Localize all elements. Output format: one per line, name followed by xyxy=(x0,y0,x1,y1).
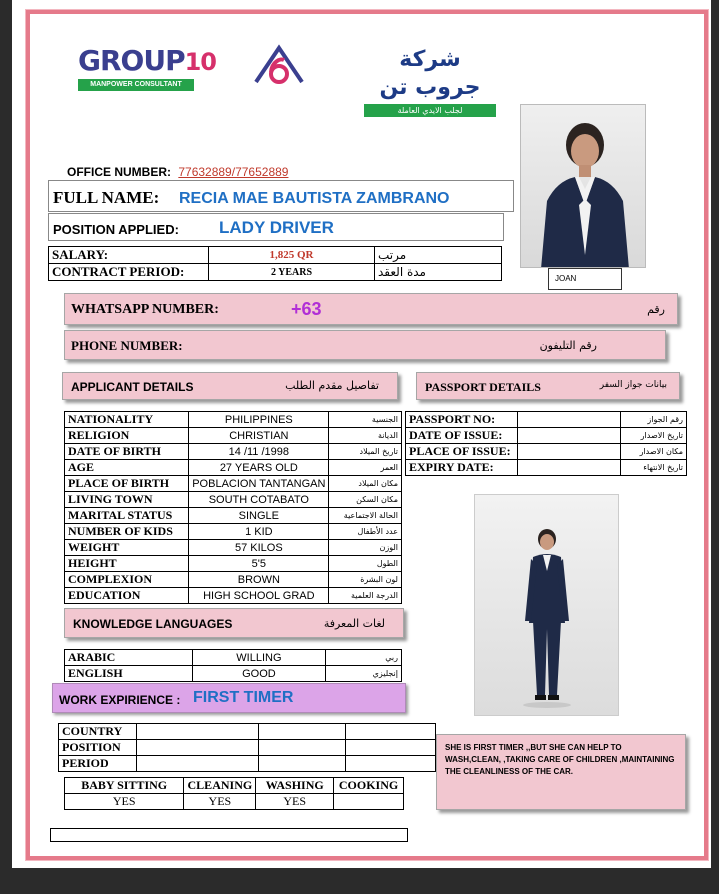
language-row-value: WILLING xyxy=(192,650,326,666)
applicant-row xyxy=(65,524,402,540)
applicant-row-key: LIVING TOWN xyxy=(65,492,189,508)
languages-header-ar: لغات المعرفة xyxy=(323,617,385,630)
passport-details-header xyxy=(416,372,680,400)
logo-left-num: 10 xyxy=(184,48,217,76)
work-table xyxy=(58,723,436,772)
applicant-row xyxy=(65,492,402,508)
skills-value-row xyxy=(65,794,404,810)
salary-value: 1,825 QR xyxy=(209,247,375,264)
applicant-row-key: COMPLEXION xyxy=(65,572,189,588)
passport-header-ar: بيانات جواز السفر xyxy=(599,380,667,390)
passport-row-key: PLACE OF ISSUE: xyxy=(406,444,518,460)
applicant-row-value: HIGH SCHOOL GRAD xyxy=(189,588,329,604)
applicant-row-key: NUMBER OF KIDS xyxy=(65,524,189,540)
applicant-row-ar: مكان الميلاد xyxy=(329,476,402,492)
applicant-row-value: SOUTH COTABATO xyxy=(189,492,329,508)
skill-header: COOKING xyxy=(334,778,404,794)
whatsapp-value: +63 xyxy=(291,299,322,319)
applicant-row-value: PHILIPPINES xyxy=(189,412,329,428)
work-row-label: PERIOD xyxy=(59,756,137,772)
passport-row xyxy=(406,444,687,460)
whatsapp-box xyxy=(64,293,678,325)
passport-row xyxy=(406,412,687,428)
salary-table xyxy=(48,246,502,281)
applicant-row-value: CHRISTIAN xyxy=(189,428,329,444)
work-row-cell xyxy=(258,740,346,756)
salary-ar: مرتب xyxy=(375,247,502,264)
phone-box xyxy=(64,330,666,360)
blank-box xyxy=(50,828,408,842)
work-row-label: POSITION xyxy=(59,740,137,756)
work-row xyxy=(59,724,436,740)
applicant-row-ar: الجنسية xyxy=(329,412,402,428)
logo-right-sub: لجلب الايدي العاملة xyxy=(364,104,496,117)
applicant-row xyxy=(65,540,402,556)
work-experience-box xyxy=(52,683,406,713)
passport-row xyxy=(406,428,687,444)
whatsapp-label: WHATSAPP NUMBER: xyxy=(71,302,219,317)
passport-row-value xyxy=(517,460,620,476)
applicant-row-ar: الطول xyxy=(329,556,402,572)
passport-row-ar: مكان الاصدار xyxy=(621,444,687,460)
office-number-label: OFFICE NUMBER: xyxy=(67,165,171,179)
group10-logo xyxy=(78,44,217,91)
phone-ar: رقم التليفون xyxy=(539,339,597,352)
language-row xyxy=(65,666,402,682)
applicant-row xyxy=(65,460,402,476)
applicant-row-ar: الدرجة العلمية xyxy=(329,588,402,604)
applicant-row-ar: لون البشرة xyxy=(329,572,402,588)
skill-header: WASHING xyxy=(256,778,334,794)
applicant-details-header xyxy=(62,372,398,400)
work-row xyxy=(59,756,436,772)
passport-row-value xyxy=(517,428,620,444)
applicant-header-label: APPLICANT DETAILS xyxy=(71,380,194,394)
applicant-row-value: POBLACION TANTANGAN xyxy=(189,476,329,492)
applicant-row-key: WEIGHT xyxy=(65,540,189,556)
work-row-label: COUNTRY xyxy=(59,724,137,740)
skill-value: YES xyxy=(256,794,334,810)
language-row xyxy=(65,650,402,666)
contract-ar: مدة العقد xyxy=(375,264,502,281)
work-row-cell xyxy=(346,756,436,772)
applicant-row xyxy=(65,556,402,572)
applicant-fullbody-photo xyxy=(474,494,619,716)
logo-left-main: GROUP xyxy=(78,44,185,77)
languages-header-label: KNOWLEDGE LANGUAGES xyxy=(73,617,233,631)
language-row-value: GOOD xyxy=(192,666,326,682)
applicant-row-key: RELIGION xyxy=(65,428,189,444)
applicant-row-value: 1 KID xyxy=(189,524,329,540)
remarks-box xyxy=(436,734,686,810)
language-row-ar: ربي xyxy=(326,650,402,666)
passport-header-label: PASSPORT DETAILS xyxy=(425,380,541,394)
applicant-row-key: MARITAL STATUS xyxy=(65,508,189,524)
applicant-row xyxy=(65,412,402,428)
skill-header: BABY SITTING xyxy=(65,778,184,794)
work-row-cell xyxy=(136,756,258,772)
logo-right-main: شركة جروب تن xyxy=(379,47,481,100)
applicant-row-value: 14 /11 /1998 xyxy=(189,444,329,460)
passport-row xyxy=(406,460,687,476)
passport-row-key: DATE OF ISSUE: xyxy=(406,428,518,444)
applicant-row xyxy=(65,572,402,588)
applicant-row-key: AGE xyxy=(65,460,189,476)
applicant-row-key: NATIONALITY xyxy=(65,412,189,428)
office-number-value: 77632889/77652889 xyxy=(178,165,289,179)
work-row-cell xyxy=(346,740,436,756)
work-row-cell xyxy=(258,724,346,740)
applicant-table xyxy=(64,411,402,604)
work-row-cell xyxy=(136,740,258,756)
applicant-row-value: 27 YEARS OLD xyxy=(189,460,329,476)
language-row-key: ARABIC xyxy=(65,650,193,666)
skill-value xyxy=(334,794,404,810)
full-name-label: FULL NAME: xyxy=(53,188,160,207)
full-name-value: RECIA MAE BAUTISTA ZAMBRANO xyxy=(179,190,450,207)
applicant-row-key: EDUCATION xyxy=(65,588,189,604)
work-row-cell xyxy=(136,724,258,740)
remarks-text: SHE IS FIRST TIMER ,,BUT SHE CAN HELP TO WASH,CLEAN, ,TAKING CARE OF CHILDREN ,MAINTAINING THE CLEANLINESS OF THE CAR. xyxy=(445,743,675,776)
passport-row-value xyxy=(517,412,620,428)
office-number-row xyxy=(67,165,288,179)
passport-row-ar: رقم الجواز xyxy=(621,412,687,428)
applicant-row-key: HEIGHT xyxy=(65,556,189,572)
phone-label: PHONE NUMBER: xyxy=(71,338,183,353)
applicant-portrait-photo xyxy=(520,104,646,268)
skill-header: CLEANING xyxy=(184,778,256,794)
work-value: FIRST TIMER xyxy=(193,689,294,706)
work-row-cell xyxy=(258,756,346,772)
skills-header-row xyxy=(65,778,404,794)
arabic-logo xyxy=(364,46,496,117)
skill-value: YES xyxy=(65,794,184,810)
passport-row-ar: تاريخ الاصدار xyxy=(621,428,687,444)
applicant-row-ar: الحالة الاجتماعية xyxy=(329,508,402,524)
applicant-row xyxy=(65,588,402,604)
position-label: POSITION APPLIED: xyxy=(53,222,179,237)
contract-label: CONTRACT PERIOD: xyxy=(49,264,209,281)
languages-table xyxy=(64,649,402,682)
language-row-key: ENGLISH xyxy=(65,666,193,682)
applicant-row-ar: الديانة xyxy=(329,428,402,444)
applicant-row-value: 57 KILOS xyxy=(189,540,329,556)
salary-row xyxy=(49,247,502,264)
applicant-row-value: BROWN xyxy=(189,572,329,588)
applicant-row-ar: العمر xyxy=(329,460,402,476)
contract-row xyxy=(49,264,502,281)
work-row-cell xyxy=(346,724,436,740)
applicant-row-ar: عدد الأطفال xyxy=(329,524,402,540)
passport-table xyxy=(405,411,687,476)
position-value: LADY DRIVER xyxy=(219,218,334,237)
applicant-row xyxy=(65,428,402,444)
whatsapp-ar: رقم xyxy=(647,303,665,316)
applicant-row-ar: مكان السكن xyxy=(329,492,402,508)
applicant-row-ar: تاريخ الميلاد xyxy=(329,444,402,460)
applicant-row-key: PLACE OF BIRTH xyxy=(65,476,189,492)
languages-header xyxy=(64,608,404,638)
contract-value: 2 YEARS xyxy=(209,264,375,281)
full-name-box xyxy=(48,180,514,212)
applicant-row-value: SINGLE xyxy=(189,508,329,524)
logo-left-sub: MANPOWER CONSULTANT xyxy=(78,79,194,91)
applicant-row xyxy=(65,508,402,524)
applicant-row-value: 5'5 xyxy=(189,556,329,572)
work-label: WORK EXPIRIENCE : xyxy=(59,693,181,707)
photo-caption: JOAN xyxy=(548,268,622,290)
cv-page xyxy=(12,0,711,868)
applicant-row-ar: الوزن xyxy=(329,540,402,556)
passport-row-key: PASSPORT NO: xyxy=(406,412,518,428)
applicant-row-key: DATE OF BIRTH xyxy=(65,444,189,460)
skill-value: YES xyxy=(184,794,256,810)
passport-row-ar: تاريخ الانتهاء xyxy=(621,460,687,476)
passport-row-key: EXPIRY DATE: xyxy=(406,460,518,476)
skills-table xyxy=(64,777,404,810)
emblem-logo-icon xyxy=(250,42,308,90)
work-row xyxy=(59,740,436,756)
salary-label: SALARY: xyxy=(49,247,209,264)
applicant-row xyxy=(65,444,402,460)
applicant-header-ar: تفاصيل مقدم الطلب xyxy=(285,379,379,392)
applicant-row xyxy=(65,476,402,492)
language-row-ar: إنجليزي xyxy=(326,666,402,682)
passport-row-value xyxy=(517,444,620,460)
position-box xyxy=(48,213,504,241)
